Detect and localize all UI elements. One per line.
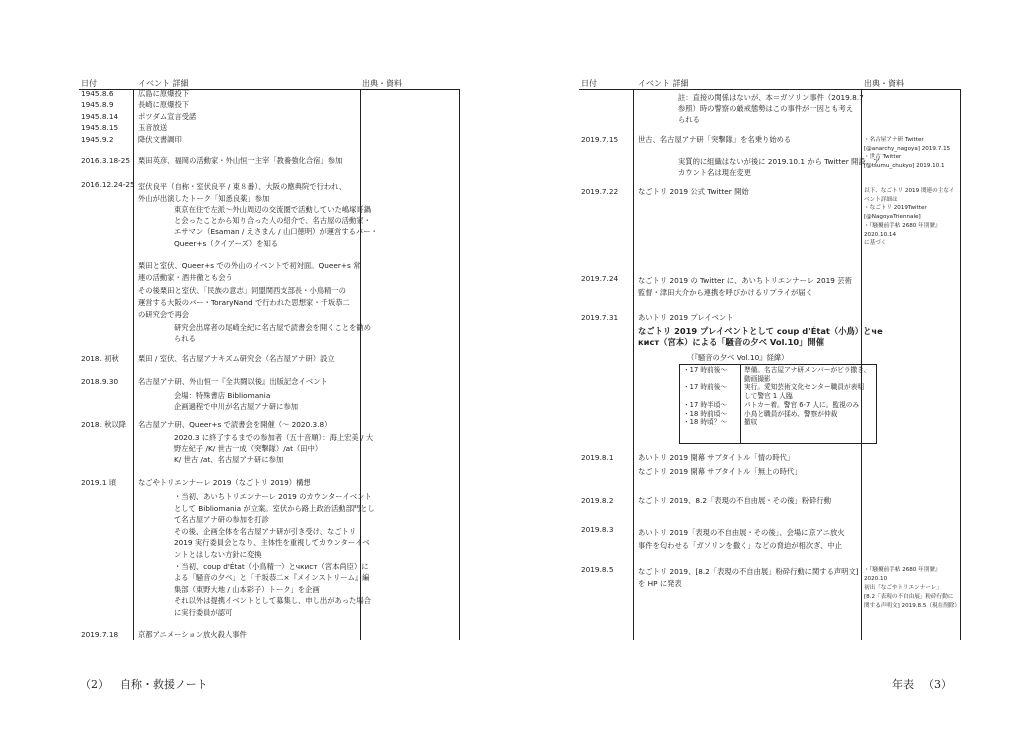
timeline-event: 京都アニメーション放火殺人事件 [138, 630, 247, 639]
timeline-date: 2019.8.2 [581, 496, 614, 505]
timeline-event-note: 会場：特殊書店 Bibliomania 企画過程で中川が名古屋アナ研に参加 [174, 391, 299, 411]
timeline-event: 名古屋アナ研、Queer+s で読書会を開催（～ 2020.3.8） [138, 420, 332, 429]
timeline-date: 2018.9.30 [81, 377, 119, 386]
timeline-event-note: 東京在住で左派～外山周辺の交流圏で活動していた嶋塚哥鍋 と会ったことから知り合った人の紹介で、名古屋の活動家・ エサマン（Esaman / えさまん / 山口徳明）が運営するバー・ Queer+s（クイアーズ）を知る [174, 205, 378, 248]
timeline-date: 2019.7.18 [81, 630, 119, 639]
header-rule [79, 89, 460, 90]
timeline-event: 室伏良平（自称・室伏良平 / 東８番）、大阪の應典院で行われ、 外山が出演したトーク「知悉良薬」参加 [138, 182, 347, 203]
header-rule [579, 89, 960, 90]
timeline-event: ポツダム宣言受諾 [138, 112, 197, 121]
event-column-header: イベント 詳細 [138, 79, 189, 88]
timeline-date: 1945.8.6 [81, 89, 114, 98]
timeline-source: ・『騒擾前手帖 2680 年別號』 2020.10 初出「なごやトリエンナーレ」 [8.2「表現の不自由展」粉砕行動に 関する声明文] 2019.8.5（現在削除） [864, 567, 960, 609]
timeline-event: なごトリ 2019 公式 Twitter 開始 [638, 187, 749, 196]
timeline-date: 2019.8.1 [581, 453, 614, 462]
timeline-event-note: 2020.3 に終了するまでの参加者（五十音順）：海上宏美 / 大 野左紀子 /K/ 世古一成（突撃隊）/at（田中） K/ 世古 /at、名古屋アナ研に参加 [174, 433, 374, 464]
timeline-date: 2019.1 頃 [81, 478, 117, 487]
timeline-event: 栗田英彦、福岡の活動家・外山恒一主宰「教養強化合宿」参加 [138, 156, 343, 165]
timeline-date: 1945.9.2 [81, 135, 114, 144]
timeline-date: 2019.8.3 [581, 525, 614, 534]
right-page [512, 0, 980, 732]
page-footer-title-left: 自称・救援ノート [120, 678, 208, 691]
event-schedule-box [679, 364, 877, 444]
timeline-event: あいトリ 2019 プレイベント [638, 313, 734, 322]
box-caption: （『騒音の夕べ Vol.10』経緯） [687, 353, 789, 362]
date-column-header: 日付 [581, 79, 597, 88]
timeline-event: あいトリ 2019 開幕 サブタイトル「情の時代」 [638, 453, 795, 462]
timeline-event: 名古屋アナ研、外山恒一『全共闘以後』出版記念イベント [138, 377, 328, 386]
event-column-header: イベント 詳細 [638, 79, 689, 88]
timeline-event: 栗田と室伏、Queer+s での外山のイベントで初対面。Queer+s 常 連の活動家・酒井徹とも会う その後栗田と室伏、「民族の意志」同盟関西支部長・小鳥精一の 運営する大阪のバー・ToraryNand で行われた思想家・千坂恭二 の研究会で再会 [138, 261, 361, 320]
timeline-event-note: 研究会出席者の尾崎全紀に名古屋で読書会を開くことを勧め られる [174, 323, 372, 343]
timeline-source: 以下、なごトリ 2019 関連の主なイ ベント詳細は ・なごトリ 2019Twitter [@NagoyaTriennale] ・『騒擾前手帖 2680 年別號』 2020.10.14 に基づく [864, 188, 955, 247]
timeline-date: 2019.8.5 [581, 565, 614, 574]
timeline-date: 2016.3.18-25 [81, 156, 131, 165]
timeline-event: なごトリ 2019 の Twitter に、あいちトリエンナーレ 2019 芸術 監督・津田大介から連携を呼びかけるリプライが届く [638, 276, 852, 297]
timeline-event: 広島に原爆投下 [138, 89, 190, 98]
date-column-divider [133, 89, 134, 640]
left-page [0, 0, 468, 732]
page-number-left: （2） [80, 678, 109, 691]
timeline-source: ・名古屋アナ研 Twitter [@anarchy_nagoya] 2019.7.15 ・世古 Twitter [@tsumu_chukyo] 2019.10.1 [864, 137, 951, 169]
date-column-divider [633, 89, 634, 640]
timeline-date: 2019.7.15 [581, 135, 619, 144]
timeline-date: 1945.8.14 [81, 112, 119, 121]
timeline-date: 2019.7.24 [581, 274, 619, 283]
timeline-event: 降伏文書調印 [138, 135, 182, 144]
source-column-header: 出典・資料 [864, 79, 904, 88]
timeline-event: 栗田 / 室伏、名古屋アナキズム研究会（名古屋アナ研）設立 [138, 354, 335, 363]
timeline-event: なごトリ 2019、[8.2「表現の不自由展」粉砕行動に関する声明文] を HP に発表 [638, 567, 859, 588]
date-column-header: 日付 [81, 79, 97, 88]
timeline-event: なごやトリエンナーレ 2019（なごトリ 2019）構想 [138, 478, 311, 487]
timeline-event: あいトリ 2019「表現の不自由展・その後」、会場に京アニ放火 事件を匂わせる「ガソリンを撒く」などの脅迫が相次ぎ、中止 [638, 528, 845, 550]
source-column-header: 出典・資料 [362, 79, 402, 88]
timeline-event: なごトリ 2019 開幕 サブタイトル「無上の時代」 [638, 467, 802, 476]
timeline-date: 2019.7.22 [581, 187, 619, 196]
box-column-divider [740, 365, 741, 443]
page-number-right: （3） [923, 678, 952, 691]
timeline-date: 1945.8.15 [81, 123, 119, 132]
timeline-date: 2018. 初秋 [81, 354, 119, 363]
timeline-date: 2018. 秋以降 [81, 420, 127, 429]
timeline-event-note: 註：直接の関係はないが、本＝ガソリン事件（2019.8.7 参照）時の警察の厳戒態勢はこの事件が一因とも考え られる [678, 93, 864, 124]
timeline-event-highlight: なごトリ 2019 プレイベントとして coup d'État（小鳥）とчe кист（宮本）による「騒音の夕べ Vol.10」開催 [638, 326, 883, 347]
timeline-event-note: 実質的に組織はないが後に 2019.10.1 から Twitter 開設。ア カウント名は現在変更 [678, 157, 881, 177]
timeline-date: 2019.7.31 [581, 313, 619, 322]
timeline-event: なごトリ 2019、8.2「表現の不自由展・その後」粉砕行動 [638, 496, 832, 505]
page-footer-title-right: 年表 [892, 678, 914, 691]
schedule-times: ・17 時前後～ ・17 時前後～ ・17 時半頃～ ・18 時前頃～ ・18 時頃？～ [683, 366, 728, 427]
right-border [960, 89, 961, 640]
timeline-event-note: ・当初、あいちトリエンナーレ 2019 のカウンターイベント として Bibliomania が立案。室伏から路上政治活動部門とし て名古屋アナ研の参加を打診 その後、企画全体を名古屋アナ研が引き受け、なごトリ 2019 実行委員会となり、主体性を重視してカウンターイベ ントとはしない方針に変換 ・当初、coup d'État（小鳥精一）とчкист（宮本尚臣）に よる「騒音の夕べ」と「千坂恭二×『メインストリーム』編 集部（東野大地 / 山本彩子）トーク」を企画 それ以外は提携イベントとして募集し、申し出があった場合 に実行委員が認可 [174, 492, 375, 617]
schedule-details: 準備。名古屋アナ研メンバーがビラ撒き、 動画撮影 実行。愛知芸術文化センター職員が表明 して警官 1 人臨 パトカー着。警官 6-7 人に。監視のみ 小鳥と職員が揉め、警察が仲裁 撤収 [744, 366, 871, 427]
timeline-event: 玉音放送 [138, 123, 168, 132]
timeline-event: 長崎に原爆投下 [138, 100, 190, 109]
timeline-date: 1945.8.9 [81, 100, 114, 109]
timeline-date: 2016.12.24-25 [81, 180, 135, 189]
timeline-event: 世古、名古屋アナ研「突撃隊」を名乗り始める [638, 135, 792, 144]
right-border [459, 89, 460, 640]
